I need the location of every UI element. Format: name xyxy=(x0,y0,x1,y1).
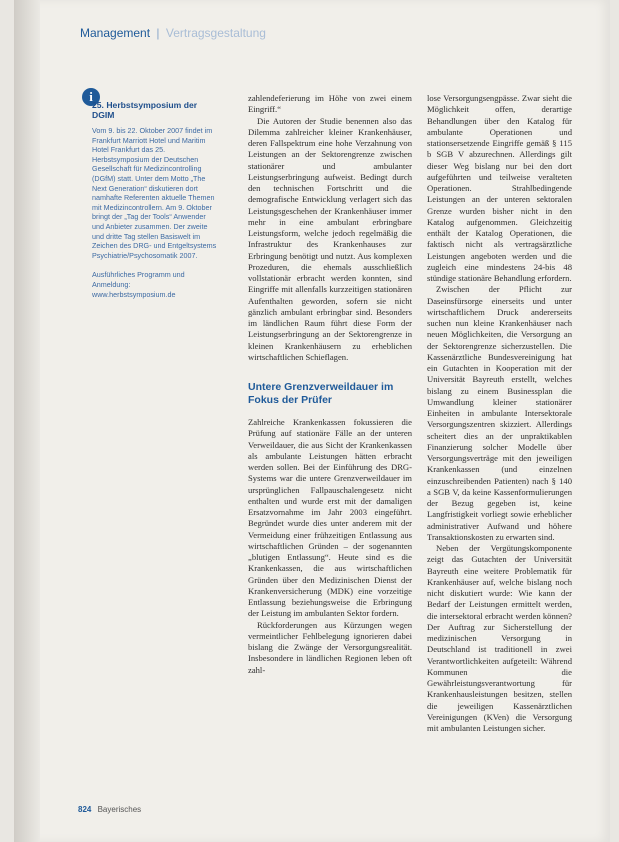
article-column-middle xyxy=(248,93,412,676)
article-column-right xyxy=(427,93,572,734)
header-subsection: Vertragsgestaltung xyxy=(165,26,266,40)
paragraph: Zwischen der Pflicht zur Daseinsfürsorge einerseits und unter wirtschaftlichem Druck andererseits suchen nun kleine Krankenhäuser nach neuen Möglichkeiten, die Versorgung an der Sektorengrenze sicherzustellen. Die Kassenärztliche Bundesvereinigung hat ein Gutachten in Kooperation mit der Universität Bayreuth erstellt, welches bislang zu einem Businessplan die Umwandlung kleiner stationärer Einheiten in ambulante Intersektorale Versorgungszentren skizziert. Allerdings scheitert dies an der unpraktikablen Finanzierung solcher Modelle über Versorgungsverträge mit den jeweiligen Krankenkassen (und einzelnen einzuschreibenden Patienten) nach § 140 a SGB V, da keine Kassenformulierungen der Bezug gegeben ist, keine Langfristigkeit vorliegt sowie erheblicher administrativer Aufwand und höhere Transaktionskosten zu erwarten sind. xyxy=(427,284,572,542)
running-header xyxy=(80,26,580,44)
subheading: Untere Grenzverweildauer im Fokus der Prüfer xyxy=(248,381,394,406)
paragraph: Die Autoren der Studie benennen also das Dilemma zahlreicher kleiner Krankenhäuser, deren Fallspektrum eine hohe Verzahnung von Leistungen an der Sektorengrenze zwischen stationärer und ambulanter Leistungserbringung aufweist. Bedingt durch den technischen Fortschritt und die demografische Entwicklung verlagert sich das Leistungsgeschehen der Krankenhäuser immer mehr in eine ambulant erbringbare Leistungsform, welche jedoch regelmäßig die Infrastruktur des Krankenhauses zur Erbringung benötigt und nutzt. Aus komplexen Prozeduren, die ehemals ausschließlich vollstationär erbracht werden konnten, sind Eingriffe mit allenfalls kurzzeitigen stationären Aufenthalten geworden, sofern sie nicht gänzlich ambulant erbringbar sind. Besonders im ländlichen Raum führt diese Form der Leistungserbringung an der Sektorengrenze in kleinen Krankenhäusern zu erheblichen wirtschaftlichen Schieflagen. xyxy=(248,115,412,362)
paragraph: zahlendeferierung im Höhe von zwei einem Eingriff.“ xyxy=(248,93,412,115)
info-icon: i xyxy=(82,88,100,106)
page-footer xyxy=(78,805,141,814)
header-separator: | xyxy=(156,26,160,40)
paragraph: Zahlreiche Krankenkassen fokussieren die Prüfung auf stationäre Fälle an der unteren Verweildauer, die aus Sicht der Krankenkassen als ambulante Leistungen hätten erbracht werden sollen. Bei der Einführung des DRG-Systems war die untere Grenzverweildauer im ursprünglichen Fallpauschalengesetz nicht enthalten und wurde erst mit der damaligen Ersatzvornahme im Jahr 2003 eingeführt. Begründet wurde dies unter anderem mit der Vermeidung einer frühzeitigen Entlassung aus wirtschaftlichen Gründen – der sogenannten „blutigen Entlassung“. Heute sind es die Krankenkassen, die aus wirtschaftlichen Gründen über den Medizinischen Dienst der Krankenversicherung (MDK) eine vorzeitige Entlassung beziehungsweise die Erbringung der Leistung im ambulanten Sektor fordern. xyxy=(248,417,412,619)
header-section: Management xyxy=(80,26,151,40)
paragraph: Neben der Vergütungskomponente zeigt das Gutachten der Universität Bayreuth eine weitere Problematik für Krankenhäuser auf, welche bislang noch nicht diskutiert wurde: Wie kann der Bedarf der Leistungen ermittelt werden, die intersektoral erbracht werden können? Der Auftrag zur Sicherstellung der medizinischen Versorgung in Deutschland ist traditionell in zwei Verantwortlichkeiten aufgeteilt: Während Kommunen die Gewährleistungsverantwortung für Krankenhausleistungen besitzen, stellen die jeweiligen Kassenärztlichen Vereinigungen (KVen) die Versorgung mit ambulanten Leistungen sicher. xyxy=(427,543,572,733)
sidebar-link-block xyxy=(92,270,218,299)
book-gutter xyxy=(14,0,40,842)
sidebar-link-label: Ausführliches Programm und Anmeldung: xyxy=(92,270,185,289)
sidebar-link-url[interactable]: www.herbstsymposium.de xyxy=(92,289,176,299)
publication-name: Bayerisches xyxy=(97,805,142,814)
sidebar-title: 25. Herbstsymposium der DGIM xyxy=(92,100,198,120)
page-number: 824 xyxy=(78,805,92,814)
paragraph: lose Versorgungsengpässe. Zwar sieht die Möglichkeit offen, derartige Behandlungen über den Katalog für ambulante Operationen und stationsersetzende Eingriffe gemäß § 115 b SGB V abzurechnen. Allerdings gilt dieser Weg bislang nur bei den dort aufgeführten und teilweise veralteten Operationen. Strahlbedingende Leistungen an der unteren sektoralen Grenze wurden bisher nicht in den Katalog aufgenommen. Gleichzeitig enthält der Katalog Operationen, die faktisch nicht als vertragsärztliche Leistungen angeboten werden und die zugleich eine mindestens 24-bis 48 stündige stationäre Behandlung erfordern. xyxy=(427,93,572,283)
paragraph: Rückforderungen aus Kürzungen wegen vermeintlicher Fehlbelegung ignorieren dabei bislang die Zwänge der Versorgungsrealität. Insbesondere in ländlichen Regionen leben oft zahl- xyxy=(248,619,412,675)
info-sidebar xyxy=(92,100,218,299)
sidebar-body: Vom 9. bis 22. Oktober 2007 findet im Frankfurt Marriott Hotel und Maritim Hotel Frankfurt das 25. Herbstsymposium der Deutschen Gesellschaft für Medizincontrolling (DGfM) statt. Unter dem Motto „The Next Generation“ diskutieren dort namhafte Referenten aktuelle Themen mit Medizincontrollern. Am 9. Oktober bringt der „Tag der Tools“ Anwender und Anbieter zusammen. Der zweite und dritte Tag stellen Basiswelt im Zeichen des DRG- und Entgeltsystems Psychiatrie/Psychosomatik 2007. xyxy=(92,126,217,260)
